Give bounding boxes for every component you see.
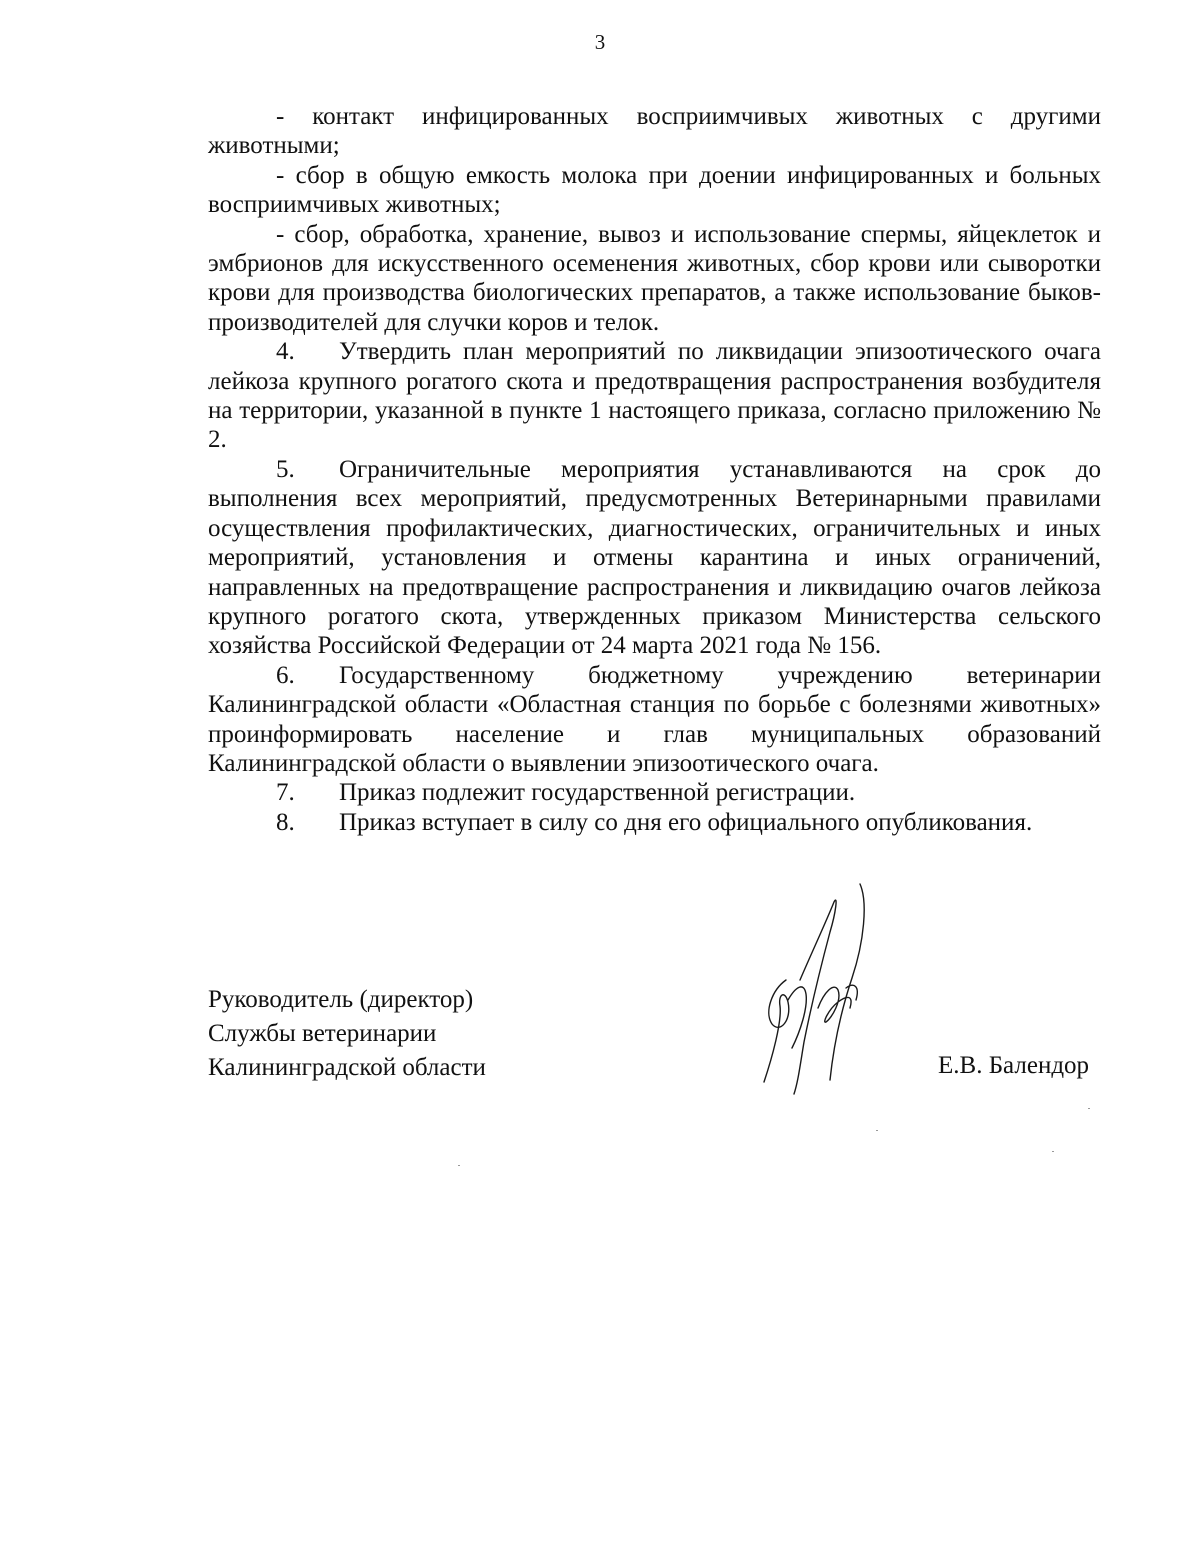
scan-speck xyxy=(1052,1151,1054,1152)
position-line: Руководитель (директор) xyxy=(208,986,474,1013)
item-text: Утвердить план мероприятий по ликвидации эпизоотического очага лейкоза крупного рогатого скота и предотвращения распространения возбудителя на территории, указанной в пункте 1 настоящего приказа, согласно приложению № 2. xyxy=(208,338,1101,454)
item-text: Государственному бюджетному учреждению ветеринарии Калининградской области «Областная станция по борьбе с болезнями животных» проинформировать население и глав муниципальных образований Калининградской области о выявлении эпизоотического очага. xyxy=(208,661,1101,777)
document-body xyxy=(208,102,1101,837)
item-text: Ограничительные мероприятия устанавливаются на срок до выполнения всех мероприятий, предусмотренных Ветеринарными правилами осуществления профилактических, диагностических, ограничительных и иных мероприятий, установления и отмены карантина и иных ограничений, направленных на предотвращение распространения и ликвидацию очагов лейкоза крупного рогатого скота, утвержденных приказом Министерства сельского хозяйства Российской Федерации от 24 марта 2021 года № 156. xyxy=(208,455,1101,660)
signer-name: Е.В. Балендор xyxy=(938,1052,1090,1079)
scan-speck xyxy=(458,1165,460,1166)
numbered-item xyxy=(208,808,1101,837)
numbered-item xyxy=(208,661,1101,779)
item-text: Приказ подлежит государственной регистрации. xyxy=(339,779,856,807)
item-text: Приказ вступает в силу со дня его официального опубликования. xyxy=(339,808,1033,836)
item-number: 7. xyxy=(276,779,295,807)
handwritten-signature xyxy=(742,882,892,1097)
item-number: 5. xyxy=(276,455,295,483)
scan-speck xyxy=(1088,1108,1090,1109)
position-line: Службы ветеринарии xyxy=(208,1020,437,1047)
dash-item: - контакт инфицированных восприимчивых животных с другими животными; xyxy=(208,103,1101,160)
item-number: 4. xyxy=(276,338,295,366)
numbered-item xyxy=(208,455,1101,661)
item-number: 6. xyxy=(276,661,295,689)
dash-item: - сбор, обработка, хранение, вывоз и использование спермы, яйцеклеток и эмбрионов для искусственного осеменения животных, сбор крови или сыворотки крови для производства биологических препаратов, а также использование быков-производителей для случки коров и телок. xyxy=(208,220,1101,336)
numbered-item xyxy=(208,778,1101,807)
numbered-item xyxy=(208,337,1101,455)
dash-item: - сбор в общую емкость молока при доении инфицированных и больных восприимчивых животных; xyxy=(208,161,1101,219)
signatory-position xyxy=(208,983,486,1085)
item-number: 8. xyxy=(276,808,295,836)
scan-speck xyxy=(876,1130,878,1131)
position-line: Калининградской области xyxy=(208,1054,486,1081)
page-number: 3 xyxy=(594,30,606,54)
